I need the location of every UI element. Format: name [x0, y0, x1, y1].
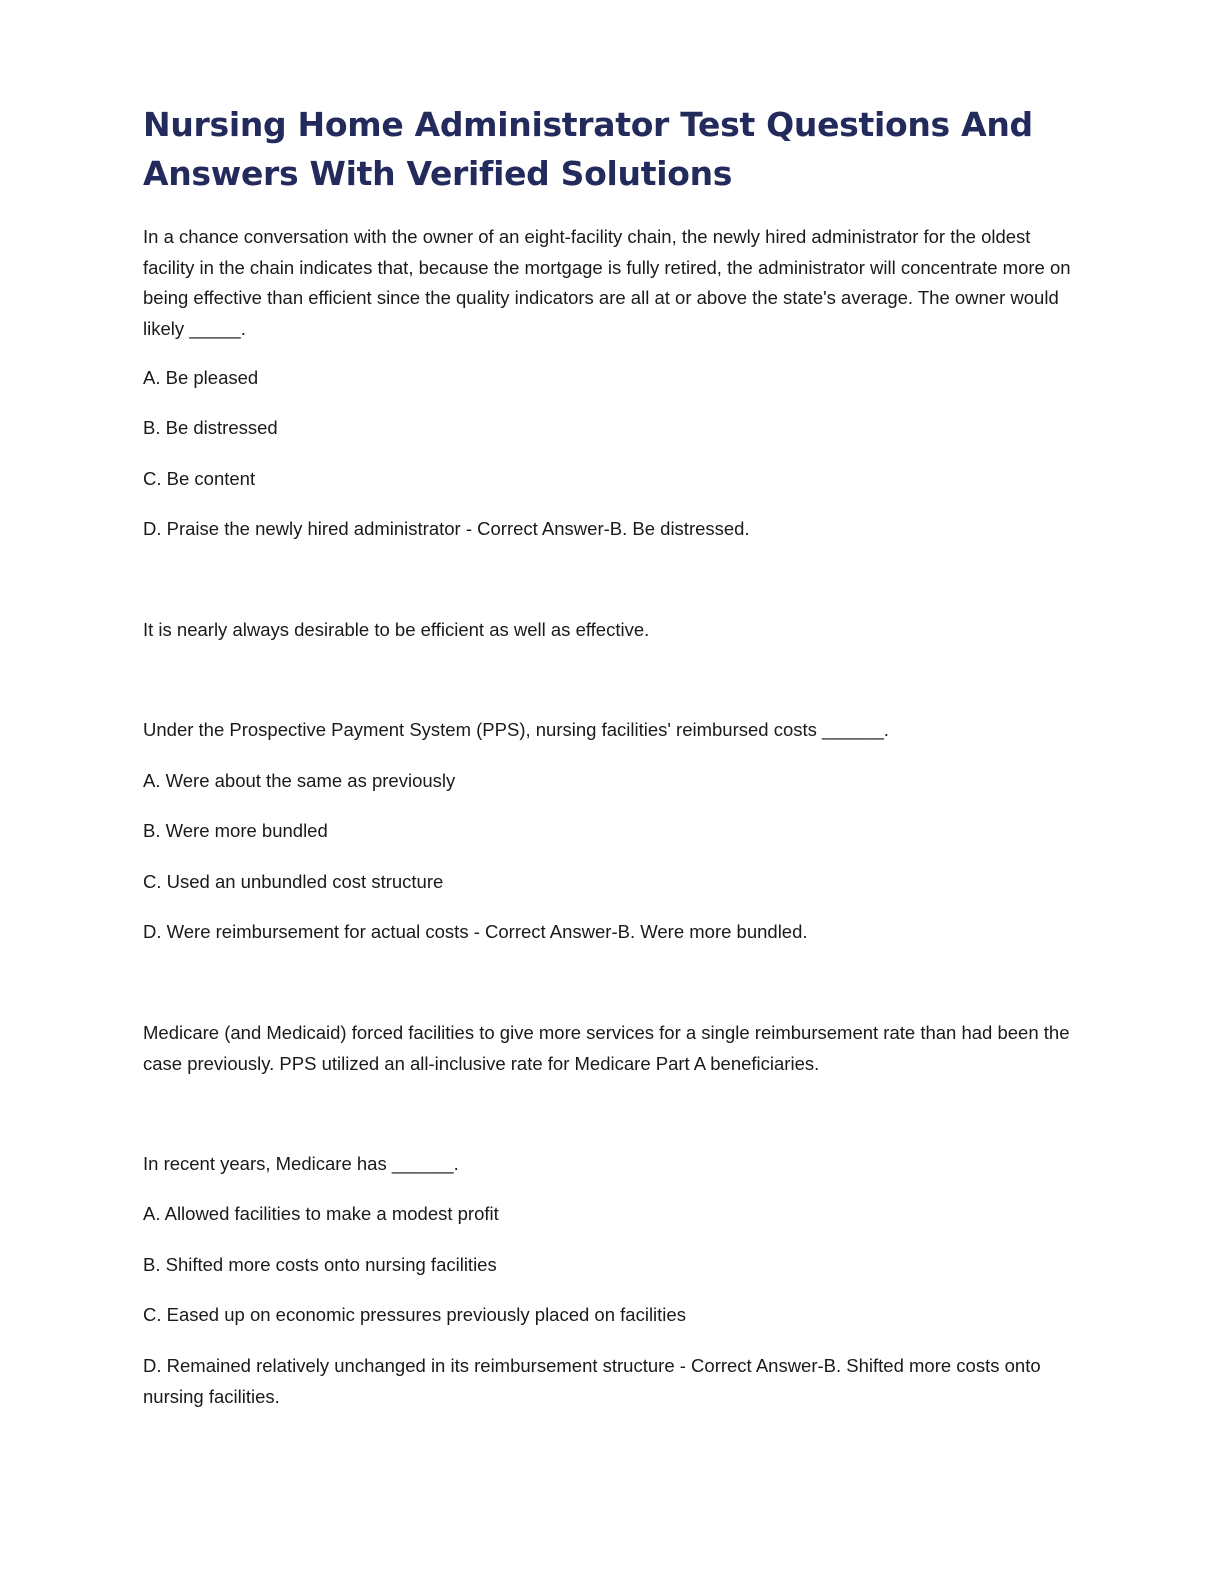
question-1-option-a: A. Be pleased	[143, 367, 259, 388]
question-1-explanation: It is nearly always desirable to be efficient as well as effective.	[143, 619, 650, 640]
question-2-option-c: C. Used an unbundled cost structure	[143, 871, 444, 892]
question-2-option-b: B. Were more bundled	[143, 820, 328, 841]
question-2-option-d: D. Were reimbursement for actual costs - Correct Answer-B. Were more bundled.	[143, 921, 808, 942]
question-2-stem: Under the Prospective Payment System (PPS), nursing facilities' reimbursed costs ______.	[143, 719, 889, 740]
document-title: Nursing Home Administrator Test Questions And Answers With Verified Solutions	[143, 105, 1033, 193]
question-3-option-d: D. Remained relatively unchanged in its reimbursement structure - Correct Answer-B. Shifted more costs onto nursing facilities.	[143, 1355, 1041, 1407]
question-3-option-a: A. Allowed facilities to make a modest profit	[143, 1203, 499, 1224]
question-3-option-c: C. Eased up on economic pressures previously placed on facilities	[143, 1304, 686, 1325]
question-1-stem: In a chance conversation with the owner of an eight-facility chain, the newly hired administrator for the oldest facility in the chain indicates that, because the mortgage is fully retired, the administrator will concentrate more on being effective than efficient since the quality indicators are all at or above the state's average. The owner would likely _____.	[143, 226, 1071, 339]
question-3-stem: In recent years, Medicare has ______.	[143, 1153, 459, 1174]
question-2-explanation: Medicare (and Medicaid) forced facilities to give more services for a single reimbursement rate than had been the case previously. PPS utilized an all-inclusive rate for Medicare Part A beneficiaries.	[143, 1022, 1070, 1074]
question-1-option-b: B. Be distressed	[143, 417, 278, 438]
question-1-option-d: D. Praise the newly hired administrator - Correct Answer-B. Be distressed.	[143, 518, 750, 539]
question-2-option-a: A. Were about the same as previously	[143, 770, 456, 791]
question-1-option-c: C. Be content	[143, 468, 256, 489]
question-3-option-b: B. Shifted more costs onto nursing facilities	[143, 1254, 497, 1275]
